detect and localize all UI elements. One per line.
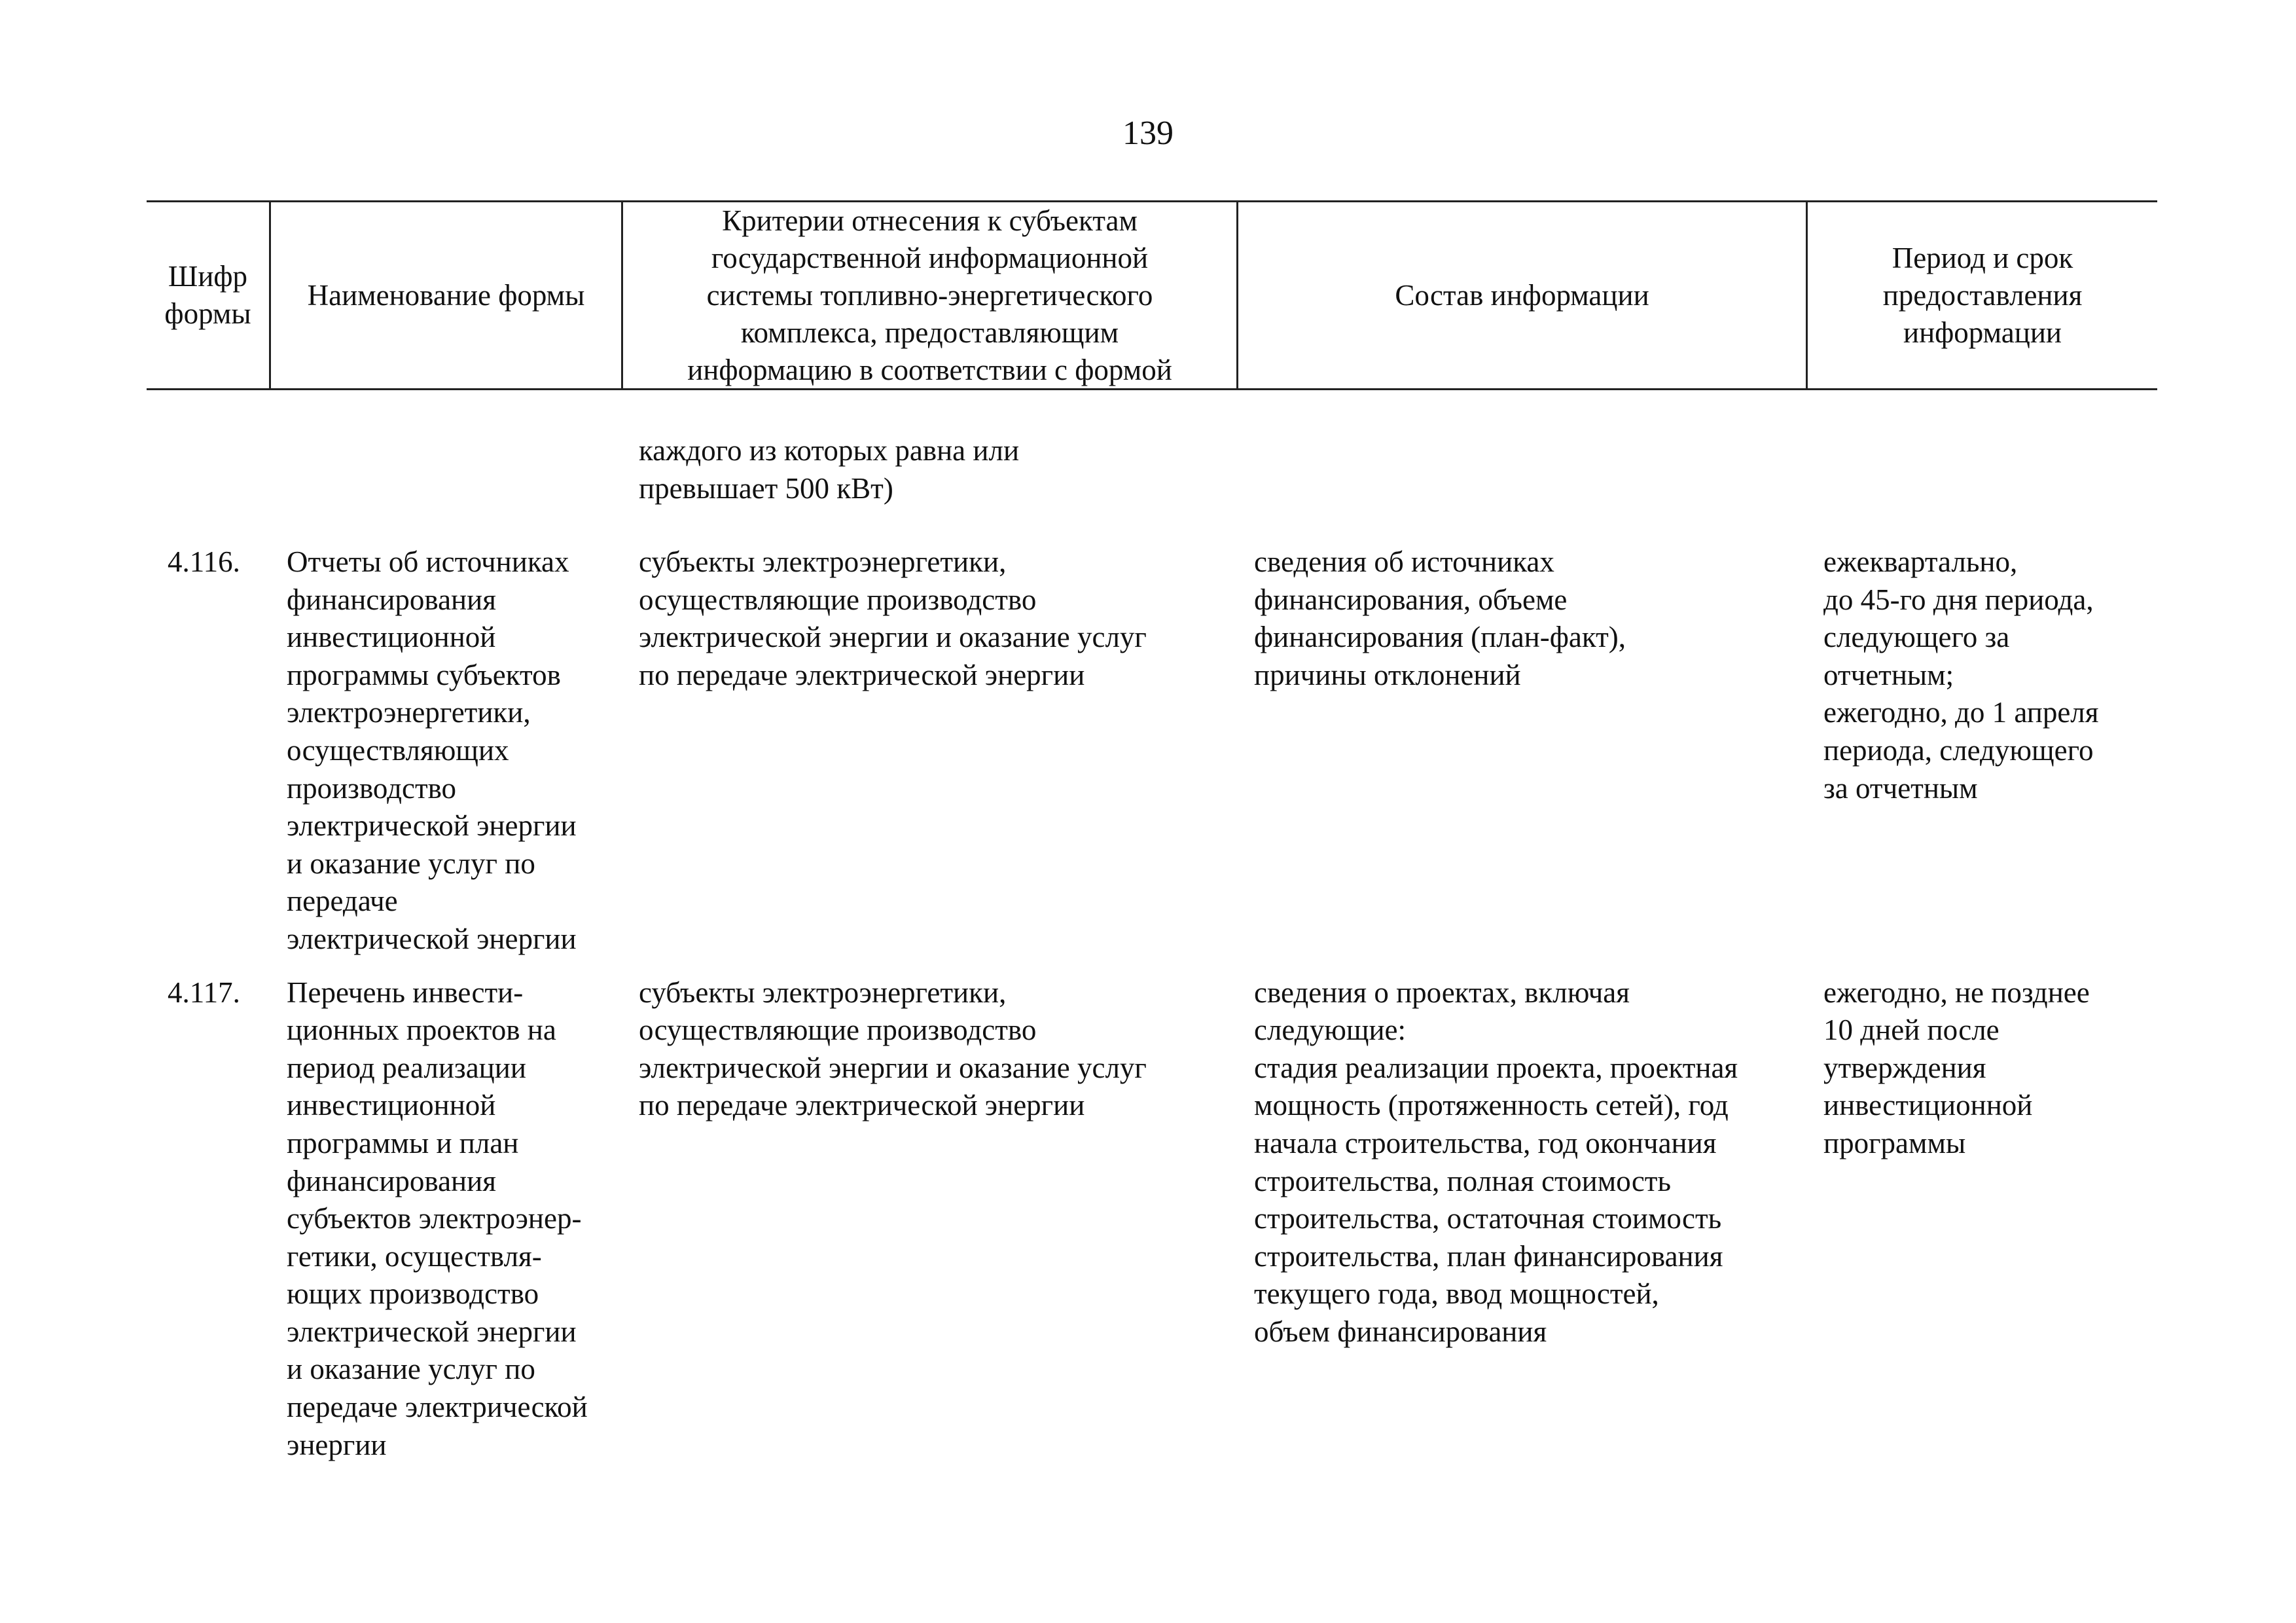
continuation-row: [147, 432, 2157, 537]
table-body: [147, 393, 2157, 1464]
header-info-content: Состав информации: [1238, 202, 1808, 388]
header-period: Период и срок предоставления информации: [1882, 241, 2083, 349]
row-code: 4.116.: [168, 545, 240, 578]
row-period: ежегодно, не позднее 10 дней после утверждения инвестиционной программы: [1823, 976, 2090, 1159]
row-code: 4.117.: [168, 976, 240, 1009]
header-criteria: Критерии отнесения к субъектам государственной информационной системы топливно-энергетического комплекса, предоставляющим информацию в соответствии с формой: [623, 202, 1238, 388]
header-form-code: Шифр формы: [147, 202, 271, 388]
row-info-content: сведения об источниках финансирования, объеме финансирования (план-факт), причины отклонений: [1254, 545, 1626, 691]
continuation-criteria: каждого из которых равна или превышает 500 кВт): [639, 434, 1020, 505]
row-criteria: субъекты электроэнергетики, осуществляющие производство электрической энергии и оказание услуг по передаче электрической энергии: [639, 976, 1147, 1122]
row-form-name: Перечень инвести- ционных проектов на период реализации инвестиционной программы и план финансирования субъектов электроэнер- гетики, осуществля- ющих производство электрической энергии и оказание услуг по передаче электрической энергии: [287, 976, 588, 1461]
table-row: [147, 543, 2157, 958]
header-form-name: Наименование формы: [271, 202, 623, 388]
row-info-content: сведения о проектах, включая следующие: стадия реализации проекта, проектная мощность (протяженность сетей), год начала строительства, год окончания строительства, полная стоимость строительства, остаточная стоимость строительства, план финансирования текущего года, ввод мощностей, объем финансирования: [1254, 976, 1738, 1348]
table-row: [147, 974, 2157, 1465]
table-header: [147, 200, 2157, 390]
row-criteria: субъекты электроэнергетики, осуществляющие производство электрической энергии и оказание услуг по передаче электрической энергии: [639, 545, 1147, 691]
row-period: ежеквартально, до 45-го дня периода, следующего за отчетным; ежегодно, до 1 апреля периода, следующего за отчетным: [1823, 545, 2099, 805]
row-form-name: Отчеты об источниках финансирования инвестиционной программы субъектов электроэнергетики, осуществляющих производство электрической энергии и оказание услуг по передаче электрической энергии: [287, 545, 577, 955]
page-number: 139: [1122, 115, 1174, 152]
